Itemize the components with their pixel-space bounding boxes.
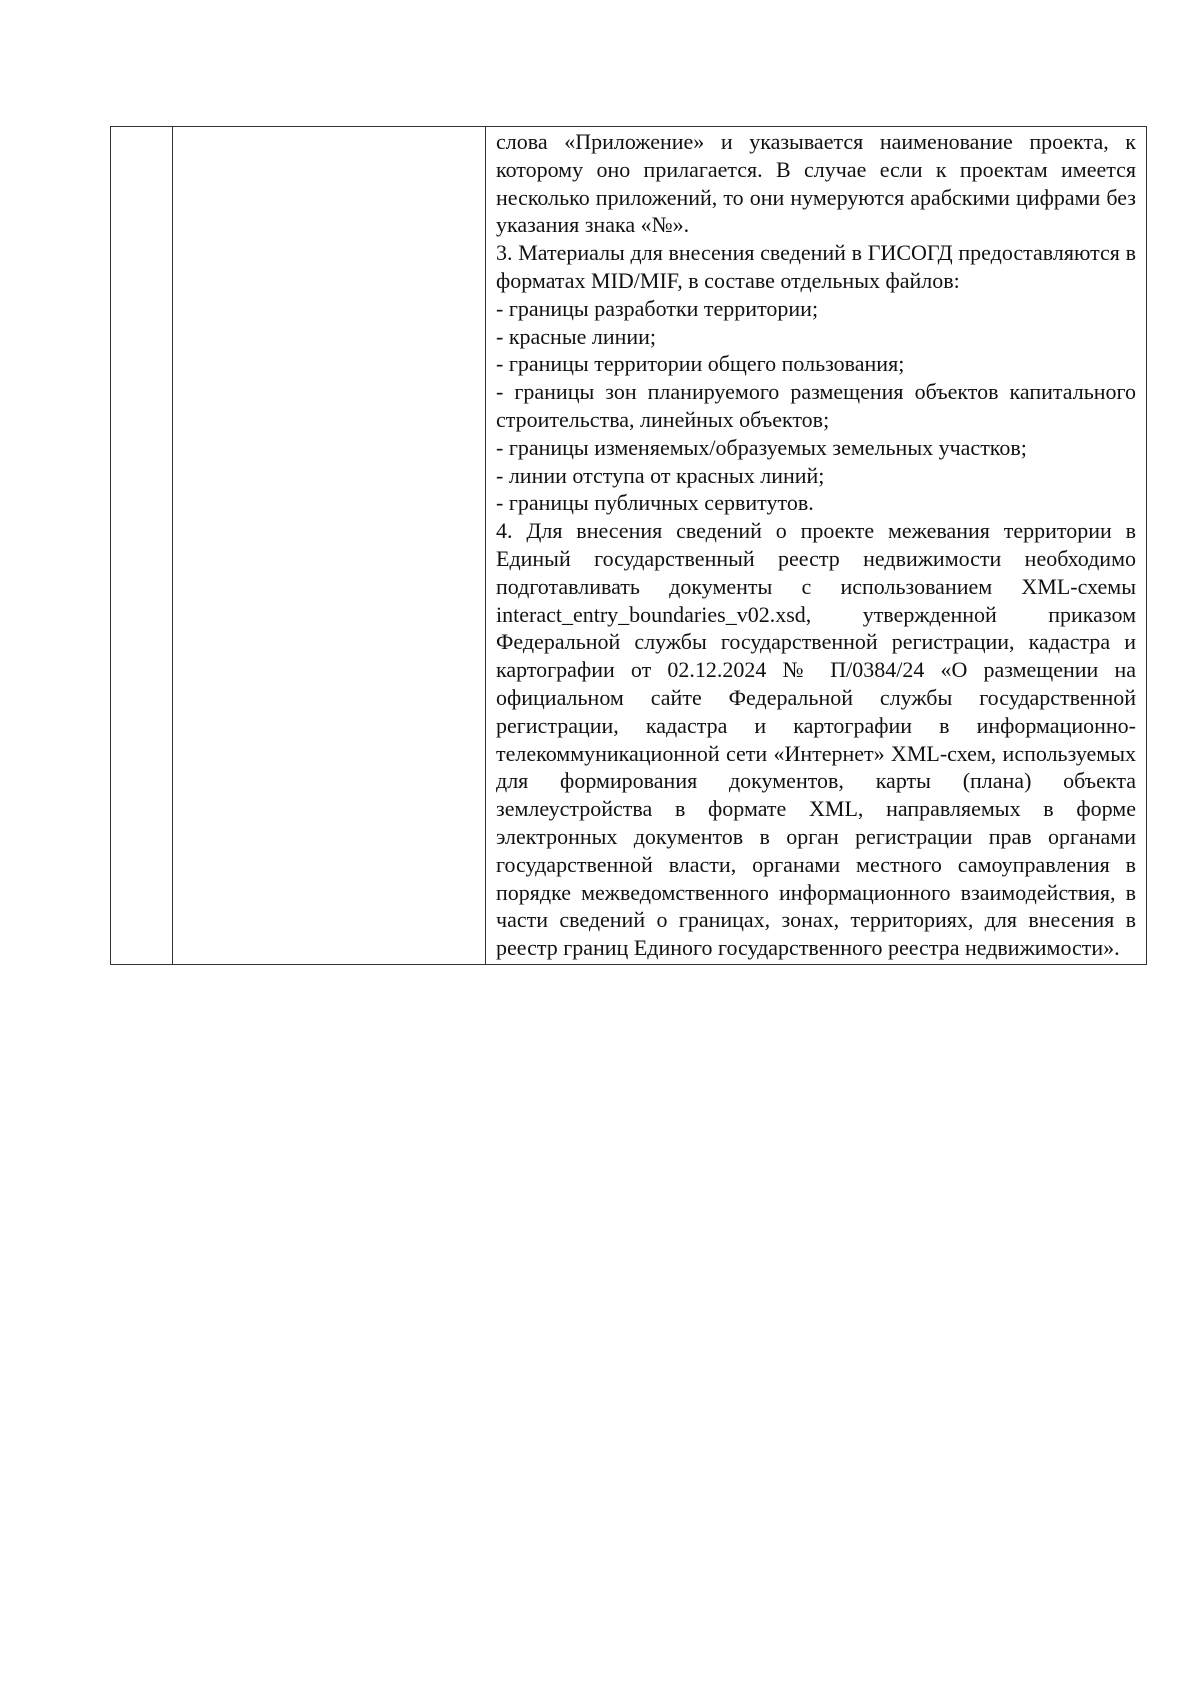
table-row xyxy=(111,127,1147,965)
list-item-red-lines: - красные линии; xyxy=(496,323,657,349)
table-cell-title xyxy=(173,127,486,965)
table-cell-number xyxy=(111,127,173,965)
paragraph-appendix-naming: слова «Приложение» и указывается наименование проекта, к которому оно прилагается. В случае если к проектам имеется несколько приложений, то они нумеруются арабскими цифрами без указания знака «№». xyxy=(496,129,1136,238)
list-item-development-boundaries: - границы разработки территории; xyxy=(496,295,819,321)
cell-number-text xyxy=(111,127,172,130)
table-cell-content xyxy=(486,127,1147,965)
list-item-land-plot-boundaries: - границы изменяемых/образуемых земельных участков; xyxy=(496,434,1027,460)
list-item-setback-lines: - линии отступа от красных линий; xyxy=(496,462,825,488)
list-item-public-territory-boundaries: - границы территории общего пользования; xyxy=(496,351,905,377)
list-item-planned-placement-zones: - границы зон планируемого размещения объектов капитального строительства, линейных объектов; xyxy=(496,379,1136,432)
cell-content-text xyxy=(486,127,1146,964)
paragraph-item-3-formats: 3. Материалы для внесения сведений в ГИСОГД предоставляются в форматах MID/MIF, в составе отдельных файлов: xyxy=(496,240,1136,293)
list-item-public-servitudes: - границы публичных сервитутов. xyxy=(496,490,814,516)
cell-title-text xyxy=(173,127,485,130)
document-table xyxy=(110,126,1147,965)
paragraph-item-4-xml-schema: 4. Для внесения сведений о проекте межевания территории в Единый государственный реестр недвижимости необходимо подготавливать документы с использованием XML-схемы interact_entry_boundaries_v02.xsd, утвержденной приказом Федеральной службы государственной регистрации, кадастра и картографии от 02.12.2024 № П/0384/24 «О размещении на официальном сайте Федеральной службы государственной регистрации, кадастра и картографии в информационно-телекоммуникационной сети «Интернет» XML-схем, используемых для формирования документов, карты (плана) объекта землеустройства в формате XML, направляемых в форме электронных документов в орган регистрации прав органами государственной власти, органами местного самоуправления в порядке межведомственного информационного взаимодействия, в части сведений о границах, зонах, территориях, для внесения в реестр границ Единого государственного реестра недвижимости». xyxy=(496,518,1136,961)
